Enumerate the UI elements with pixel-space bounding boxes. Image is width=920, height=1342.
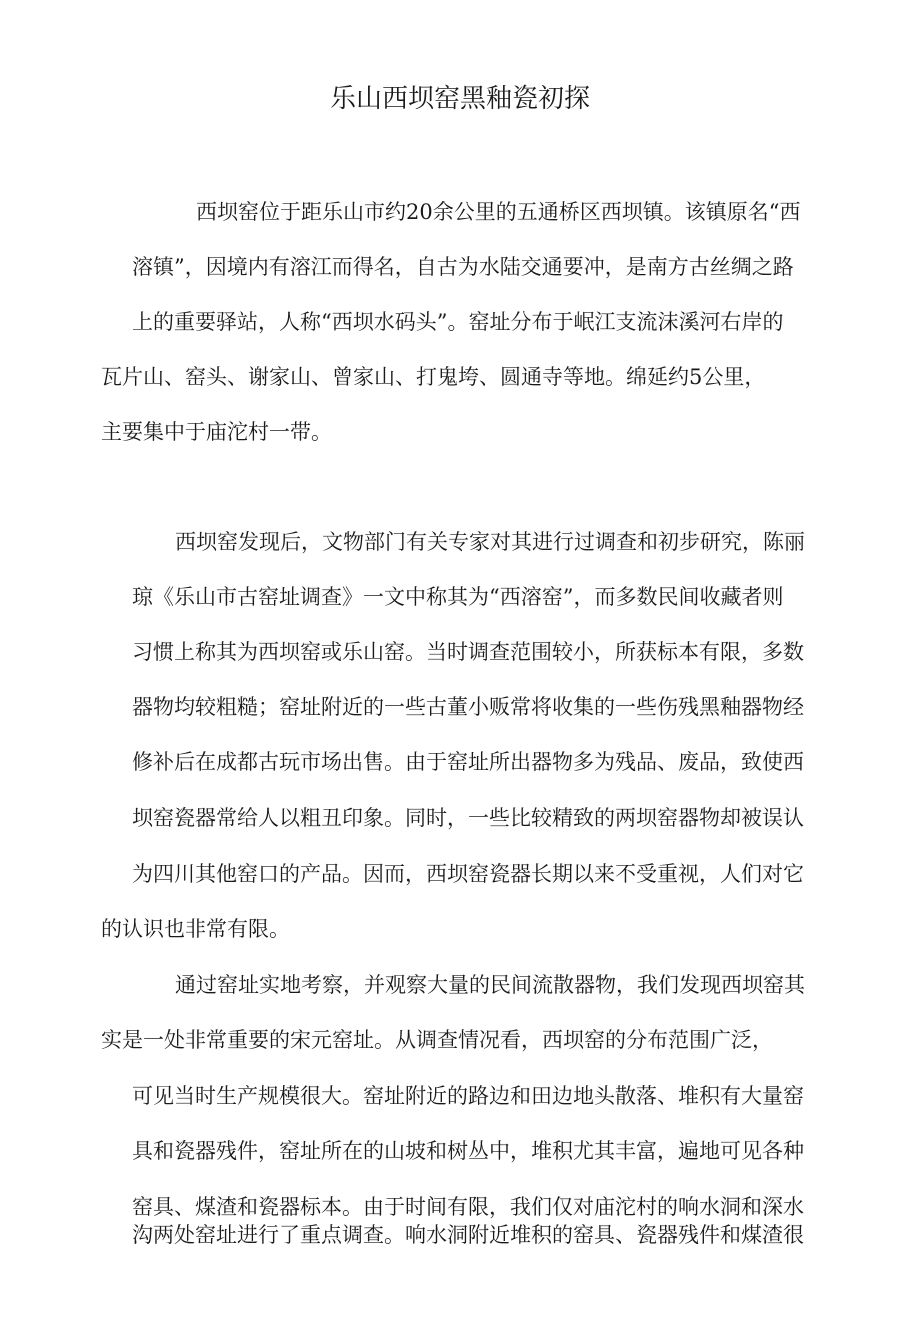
paragraph-line: 窑具、煤渣和瓷器标本。由于时间有限，我们仅对庙沱村的响水洞和深水 <box>132 1195 804 1219</box>
document-title: 乐山西坝窑黑釉瓷初探 <box>329 84 590 114</box>
paragraph-line: 坝窑瓷器常给人以粗丑印象。同时，一些比较精致的两坝窑器物却被误认 <box>132 806 804 830</box>
paragraph-line: 琼《乐山市古窑址调查》一文中称其为“西溶窑”，而多数民间收藏者则 <box>132 585 784 609</box>
paragraph-line: 沟两处窑址进行了重点调查。响水洞附近堆积的窑具、瓷器残件和煤渣很 <box>132 1223 804 1247</box>
paragraph-line: 习惯上称其为西坝窑或乐山窑。当时调查范围较小，所获标本有限，多数 <box>132 640 804 664</box>
paragraph-line: 西坝窑发现后，文物部门有关专家对其进行过调查和初步研究，陈丽 <box>175 530 805 554</box>
paragraph-line: 上的重要驿站，人称“西坝水码头”。窑址分布于岷江支流沫溪河右岸的 <box>132 310 784 334</box>
paragraph-line: 具和瓷器残件，窑址所在的山坡和树丛中，堆积尤其丰富，遍地可见各种 <box>132 1139 804 1163</box>
paragraph-line: 器物均较粗糙；窑址附近的一些古董小贩常将收集的一些伤残黑釉器物经 <box>132 695 804 719</box>
paragraph-line: 为四川其他窑口的产品。因而，西坝窑瓷器长期以来不受重视，人们对它 <box>132 862 804 886</box>
paragraph-line: 西坝窑位于距乐山市约20余公里的五通桥区西坝镇。该镇原名“西 <box>196 200 801 224</box>
paragraph-line: 修补后在成都古玩市场出售。由于窑址所出器物多为残品、废品，致使西 <box>132 750 804 774</box>
paragraph-line: 溶镇”，因境内有溶江而得名，自古为水陆交通要冲，是南方古丝绸之路 <box>132 255 794 279</box>
paragraph-line: 实是一处非常重要的宋元窑址。从调查情况看，西坝窑的分布范围广泛， <box>101 1028 773 1052</box>
paragraph-line: 的认识也非常有限。 <box>101 917 290 941</box>
paragraph-line: 瓦片山、窑头、谢家山、曾家山、打鬼垮、圆通寺等地。绵延约5公里， <box>101 365 766 389</box>
paragraph-line: 可见当时生产规模很大。窑址附近的路边和田边地头散落、堆积有大量窑 <box>132 1084 804 1108</box>
paragraph-line: 主要集中于庙沱村一带。 <box>101 420 332 444</box>
paragraph-line: 通过窑址实地考察，并观察大量的民间流散器物，我们发现西坝窑其 <box>175 973 805 997</box>
